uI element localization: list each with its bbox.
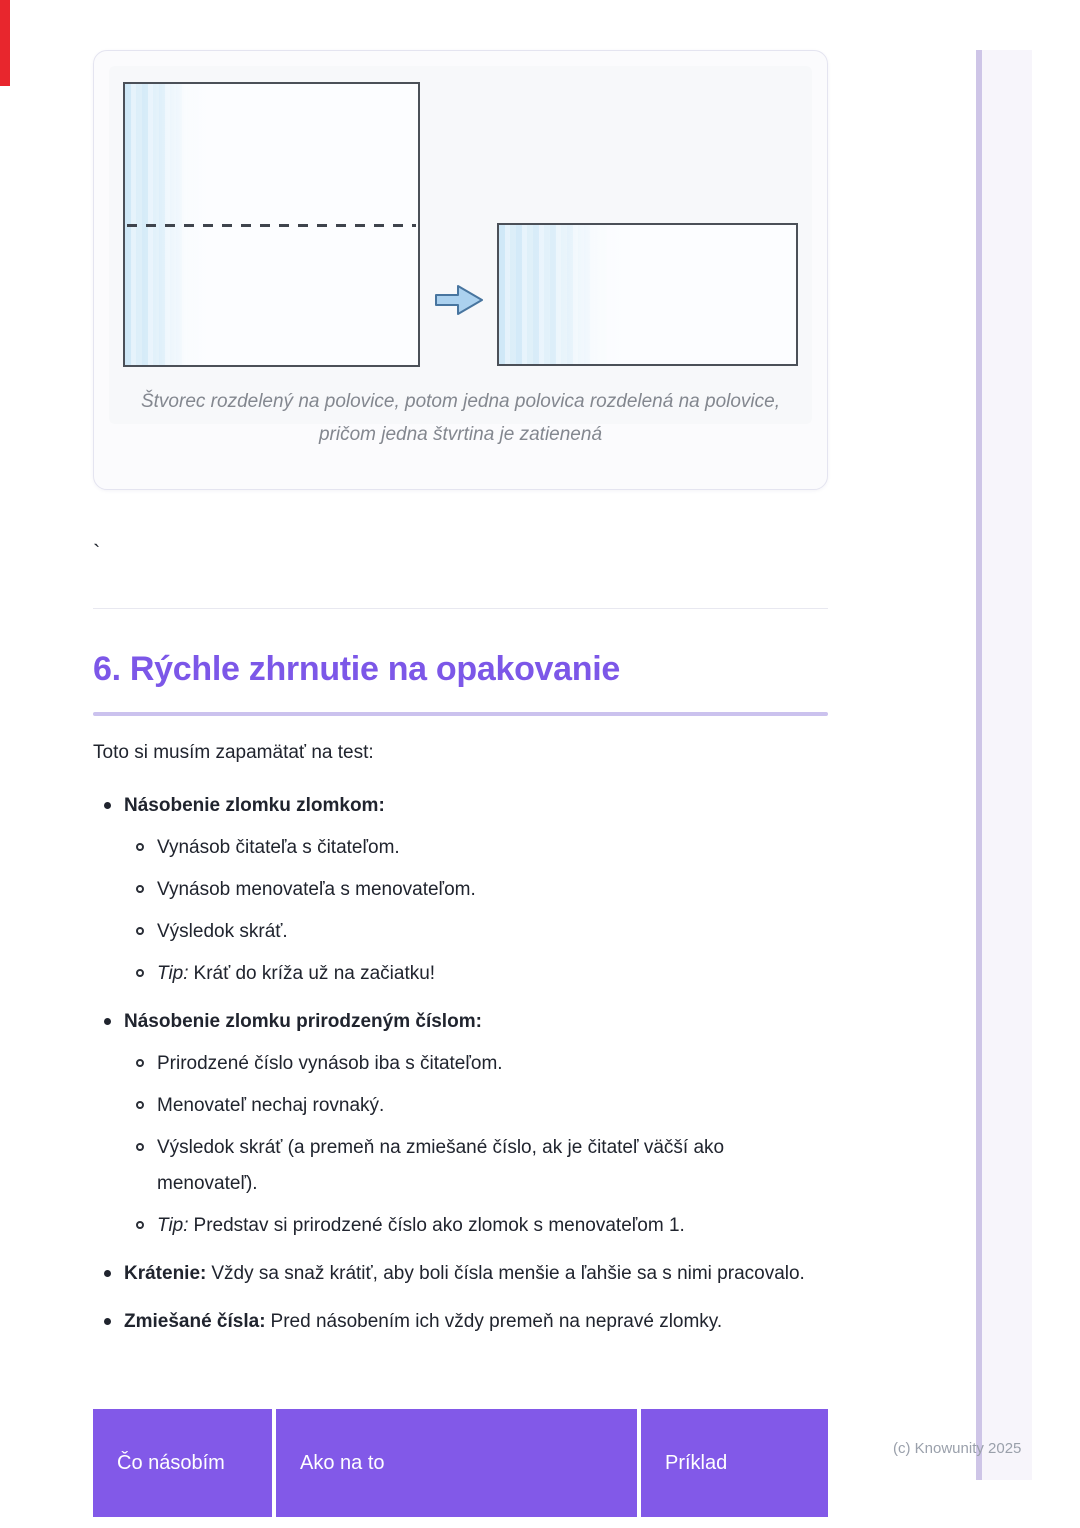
copyright-text: (c) Knowunity 2025	[893, 1440, 1022, 1457]
circle-bullet-icon	[136, 1059, 144, 1067]
figure-caption	[94, 385, 827, 451]
figure-card	[93, 50, 828, 490]
side-scroll-track	[982, 50, 1032, 1480]
sub-list-item	[93, 872, 828, 908]
summary-list	[93, 788, 828, 1340]
heading-underline	[93, 712, 828, 716]
list-item	[93, 1256, 828, 1292]
sub-list-item	[93, 1130, 828, 1202]
intro-text: Toto si musím zapamätať na test:	[93, 742, 374, 763]
sub-list-item	[93, 1208, 828, 1244]
side-scroll-indicator[interactable]	[976, 50, 982, 1480]
list-item-text: Vždy sa snaž krátiť, aby boli čísla menšie a ľahšie sa s nimi pracovalo.	[211, 1263, 805, 1284]
table-header-row	[93, 1409, 828, 1517]
circle-bullet-icon	[136, 885, 144, 893]
sub-item-tip-label: Tip:	[157, 963, 189, 984]
page-edge-marker	[0, 0, 10, 86]
arrow-right-icon	[435, 282, 483, 318]
stray-backtick-text: `	[93, 540, 101, 565]
list-item-text: Pred násobením ich vždy premeň na nepravé zlomky.	[270, 1311, 723, 1332]
sub-item-text: Predstav si prirodzené číslo ako zlomok s menovateľom 1.	[193, 1215, 685, 1236]
sub-item-text: Menovateľ nechaj rovnaký.	[157, 1095, 385, 1116]
list-item-label: Zmiešané čísla:	[124, 1311, 266, 1332]
list-item-label: Násobenie zlomku prirodzeným číslom:	[124, 1011, 482, 1032]
sub-item-text: Vynásob menovateľa s menovateľom.	[157, 879, 476, 900]
circle-bullet-icon	[136, 843, 144, 851]
sub-item-text: Prirodzené číslo vynásob iba s čitateľom.	[157, 1053, 503, 1074]
sub-list-item	[93, 830, 828, 866]
circle-bullet-icon	[136, 1221, 144, 1229]
list-item	[93, 788, 828, 824]
list-item	[93, 1004, 828, 1040]
sub-list-item	[93, 1046, 828, 1082]
sub-list-item	[93, 956, 828, 992]
table-header-cell-priklad: Príklad	[641, 1409, 828, 1517]
circle-bullet-icon	[136, 1143, 144, 1151]
figure-caption-line1: Štvorec rozdelený na polovice, potom jedna polovica rozdelená na polovice,	[140, 391, 780, 412]
sub-item-text: Vynásob čitateľa s čitateľom.	[157, 837, 400, 858]
square-illustration	[123, 82, 420, 367]
section-heading: 6. Rýchle zhrnutie na opakovanie	[93, 650, 620, 688]
bullet-icon	[104, 802, 111, 809]
sub-list-item	[93, 1088, 828, 1124]
list-item	[93, 1304, 828, 1340]
sub-item-text: Výsledok skráť (a premeň na zmiešané číslo, ak je čitateľ väčší ako menovateľ).	[157, 1137, 725, 1194]
bullet-icon	[104, 1318, 111, 1325]
table-header-cell-ako-na-to: Ako na to	[276, 1409, 637, 1517]
sub-item-tip-label: Tip:	[157, 1215, 189, 1236]
list-item-label: Krátenie:	[124, 1263, 207, 1284]
sub-item-text: Výsledok skráť.	[157, 921, 288, 942]
table-header-cell-co-nasobim: Čo násobím	[93, 1409, 272, 1517]
circle-bullet-icon	[136, 1101, 144, 1109]
bullet-icon	[104, 1018, 111, 1025]
section-divider	[93, 608, 828, 609]
figure-caption-line2: pričom jedna štvrtina je zatienená	[318, 424, 603, 445]
bullet-icon	[104, 1270, 111, 1277]
list-item-label: Násobenie zlomku zlomkom:	[124, 795, 385, 816]
circle-bullet-icon	[136, 927, 144, 935]
circle-bullet-icon	[136, 969, 144, 977]
sub-item-text: Kráť do kríža už na začiatku!	[193, 963, 436, 984]
dashed-divider-line	[127, 224, 416, 227]
sub-list-item	[93, 914, 828, 950]
rectangle-illustration	[497, 223, 798, 366]
